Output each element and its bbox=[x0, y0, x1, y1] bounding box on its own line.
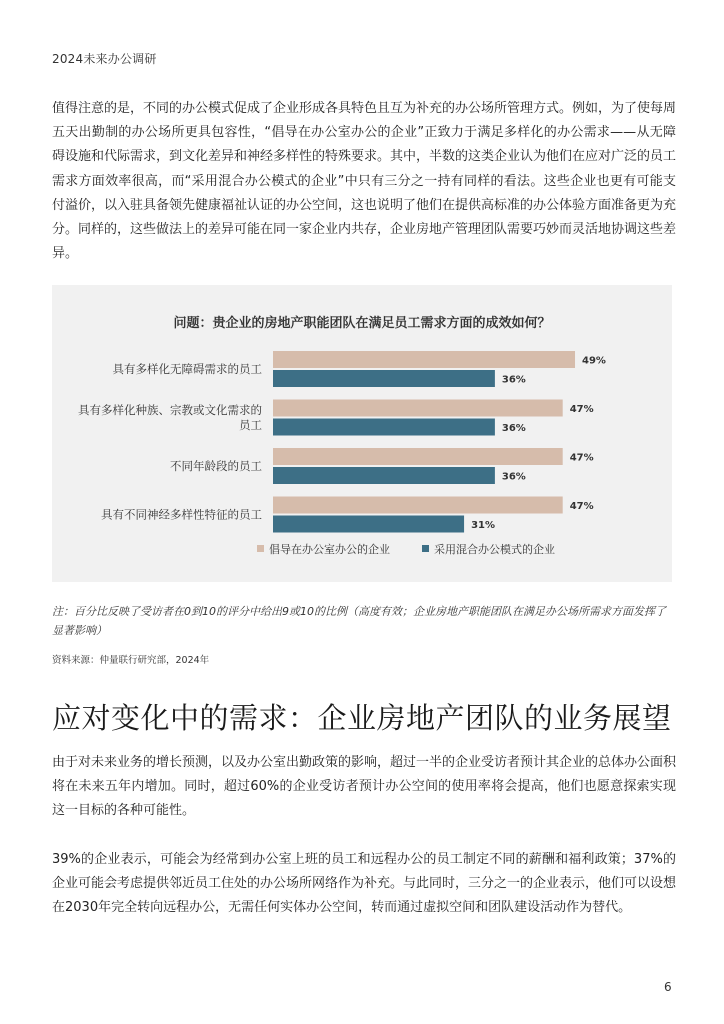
data-label: 49% bbox=[582, 355, 606, 367]
data-label: 47% bbox=[569, 404, 594, 415]
bar-in-office bbox=[273, 448, 563, 465]
category-label: 员工 bbox=[239, 418, 262, 432]
category-label: 具有不同神经多样性特征的员工 bbox=[101, 507, 262, 522]
data-label: 47% bbox=[569, 501, 594, 512]
category-label: 具有多样化无障碍需求的员工 bbox=[112, 362, 262, 376]
legend-label: 倡导在办公室办公的企业 bbox=[269, 543, 390, 556]
category-label: 不同年龄段的员工 bbox=[170, 459, 262, 473]
section-title: 应对变化中的需求：企业房地产团队的业务展望 bbox=[52, 701, 672, 735]
bar-in-office bbox=[273, 400, 563, 417]
bar-chart bbox=[52, 285, 672, 582]
bar-hybrid bbox=[273, 370, 495, 387]
category-label: 具有多样化种族、宗教或文化需求的 bbox=[78, 403, 262, 417]
bar-hybrid bbox=[273, 419, 495, 436]
chart-panel bbox=[52, 285, 672, 582]
legend-swatch bbox=[257, 545, 264, 552]
legend-swatch bbox=[422, 545, 429, 552]
page-number: 6 bbox=[664, 980, 672, 994]
data-label: 47% bbox=[569, 452, 594, 464]
bar-hybrid bbox=[273, 516, 464, 533]
chart-note: 注：百分比反映了受访者在0到10的评分中给出9或10的比例（高度有效；企业房地产职能团队在满足办公场所需求方面发挥了显著影响） bbox=[52, 605, 666, 637]
data-label: 31% bbox=[471, 520, 496, 531]
body-paragraph-2: 由于对未来业务的增长预测，以及办公室出勤政策的影响，超过一半的企业受访者预计其企业的总体办公面积将在未来五年内增加。同时，超过60%的企业受访者预计办公空间的使用率将会提高，他们也愿意探索实现这一目标的各种可能性。 bbox=[52, 755, 677, 819]
chart-title: 问题：贵企业的房地产职能团队在满足员工需求方面的成效如何？ bbox=[173, 316, 551, 331]
legend-label: 采用混合办公模式的企业 bbox=[434, 543, 555, 556]
data-label: 36% bbox=[501, 423, 526, 434]
chart-source: 资料来源：仲量联行研究部，2024年 bbox=[52, 655, 210, 666]
body-paragraph-3: 39%的企业表示，可能会为经常到办公室上班的员工和远程办公的员工制定不同的薪酬和福利政策；37%的企业可能会考虑提供邻近员工住处的办公场所网络作为补充。与此同时，三分之一的企业表示，他们可以设想在2030年完全转向远程办公，无需任何实体办公空间，转而通过虚拟空间和团队建设活动作为替代。 bbox=[52, 852, 677, 916]
bar-in-office bbox=[273, 497, 563, 514]
body-paragraph-1: 值得注意的是，不同的办公模式促成了企业形成各具特色且互为补充的办公场所管理方式。例如，为了使每周五天出勤制的办公场所更具包容性，“倡导在办公室办公的企业”正致力于满足多样化的办公需求——从无障碍设施和代际需求，到文化差异和神经多样性的特殊要求。其中，半数的这类企业认为他们在应对广泛的员工需求方面效率很高，而“采用混合办公模式的企业”中只有三分之一持有同样的看法。这些企业也更有可能支付溢价，以入驻具备领先健康福祉认证的办公空间，这也说明了他们在提供高标准的办公体验方面准备更为充分。同样的，这些做法上的差异可能在同一家企业内共存，企业房地产管理团队需要巧妙而灵活地协调这些差异。 bbox=[52, 101, 677, 262]
page-header: 2024未来办公调研 bbox=[52, 52, 157, 66]
data-label: 36% bbox=[501, 374, 526, 386]
bar-in-office bbox=[273, 351, 575, 368]
bar-hybrid bbox=[273, 467, 495, 484]
data-label: 36% bbox=[501, 471, 526, 483]
